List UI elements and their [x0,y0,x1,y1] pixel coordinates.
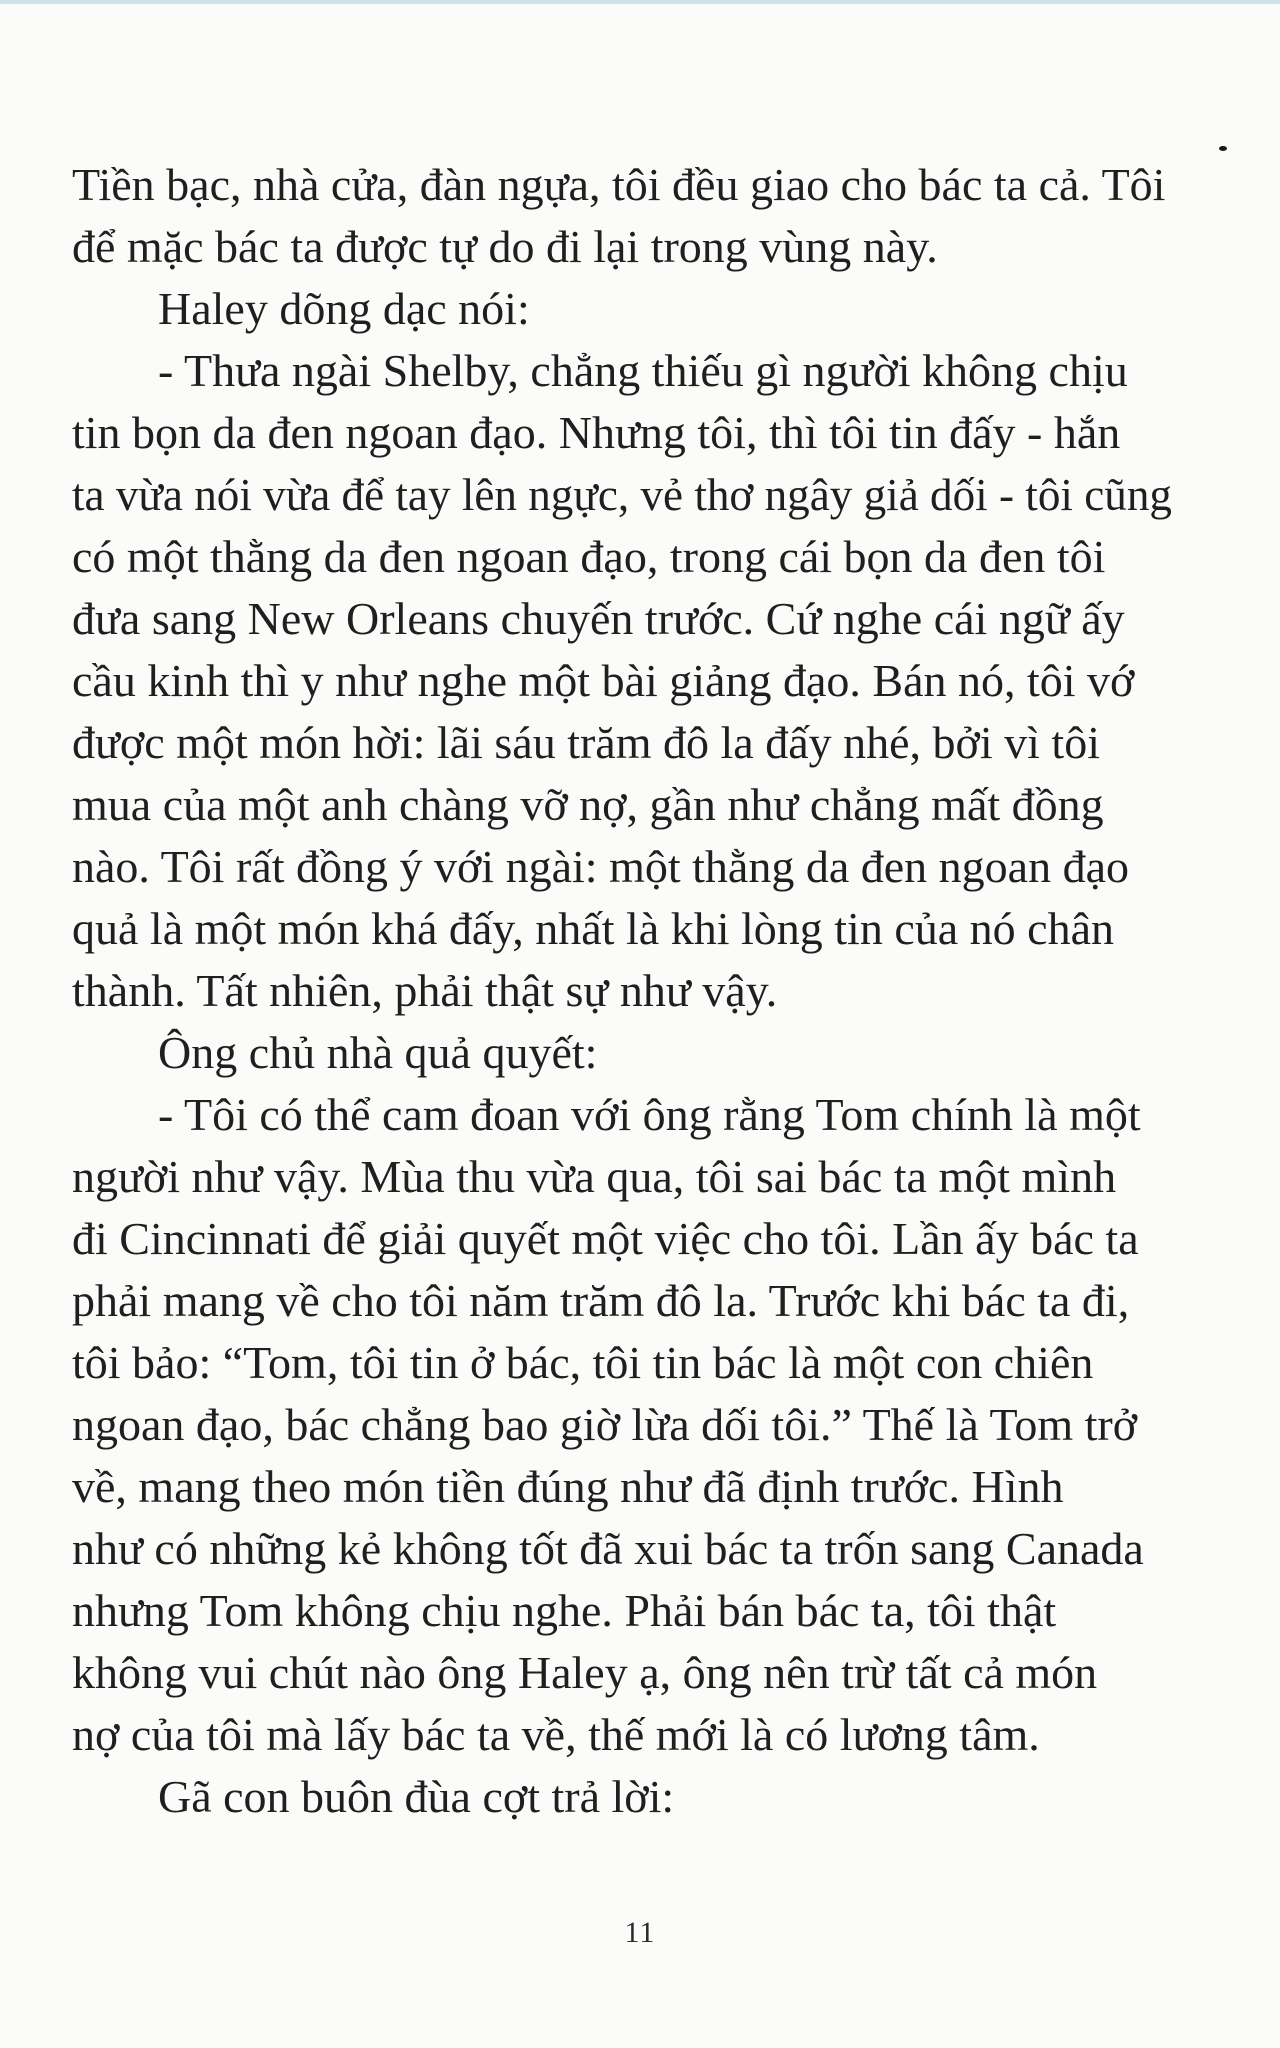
body-text [72,154,1172,1828]
text-line: đi Cincinnati để giải quyết một việc cho tôi. Lần ấy bác ta [72,1213,1139,1264]
text-line: - Tôi có thể cam đoan với ông rằng Tom chính là một [158,1089,1141,1140]
text-line: nhưng Tom không chịu nghe. Phải bán bác ta, tôi thật [72,1585,1057,1636]
page-number: 11 [624,1916,656,1949]
text-line: như có những kẻ không tốt đã xui bác ta trốn sang Canada [72,1523,1144,1574]
text-line: Gã con buôn đùa cợt trả lời: [158,1771,675,1822]
text-line: - Thưa ngài Shelby, chẳng thiếu gì người không chịu [158,345,1128,396]
text-line: mua của một anh chàng vỡ nợ, gần như chẳng mất đồng [72,779,1104,830]
text-line: có một thằng da đen ngoan đạo, trong cái bọn da đen tôi [72,531,1106,582]
text-line: tin bọn da đen ngoan đạo. Nhưng tôi, thì tôi tin đấy - hắn [72,407,1121,458]
text-line: về, mang theo món tiền đúng như đã định trước. Hình [72,1461,1064,1512]
text-line: đưa sang New Orleans chuyến trước. Cứ nghe cái ngữ ấy [72,593,1125,644]
text-line: phải mang về cho tôi năm trăm đô la. Trước khi bác ta đi, [72,1275,1130,1326]
text-line: ngoan đạo, bác chẳng bao giờ lừa dối tôi.” Thế là Tom trở [72,1399,1138,1450]
text-line: nợ của tôi mà lấy bác ta về, thế mới là có lương tâm. [72,1709,1040,1760]
ink-speck [1219,146,1227,151]
text-line: Ông chủ nhà quả quyết: [158,1027,598,1078]
text-line: nào. Tôi rất đồng ý với ngài: một thằng da đen ngoan đạo [72,841,1129,892]
text-line: cầu kinh thì y như nghe một bài giảng đạo. Bán nó, tôi vớ [72,655,1135,706]
text-line: người như vậy. Mùa thu vừa qua, tôi sai bác ta một mình [72,1151,1117,1202]
text-line: tôi bảo: “Tom, tôi tin ở bác, tôi tin bác là một con chiên [72,1337,1094,1388]
text-line: được một món hời: lãi sáu trăm đô la đấy nhé, bởi vì tôi [72,717,1100,768]
text-line: để mặc bác ta được tự do đi lại trong vùng này. [72,221,938,272]
text-line: thành. Tất nhiên, phải thật sự như vậy. [72,965,778,1016]
text-line: không vui chút nào ông Haley ạ, ông nên trừ tất cả món [72,1647,1098,1698]
text-line: ta vừa nói vừa để tay lên ngực, vẻ thơ ngây giả dối - tôi cũng [72,469,1172,520]
text-line: Tiền bạc, nhà cửa, đàn ngựa, tôi đều giao cho bác ta cả. Tôi [72,159,1166,210]
text-line: Haley dõng dạc nói: [158,283,530,334]
text-line: quả là một món khá đấy, nhất là khi lòng tin của nó chân [72,903,1114,954]
